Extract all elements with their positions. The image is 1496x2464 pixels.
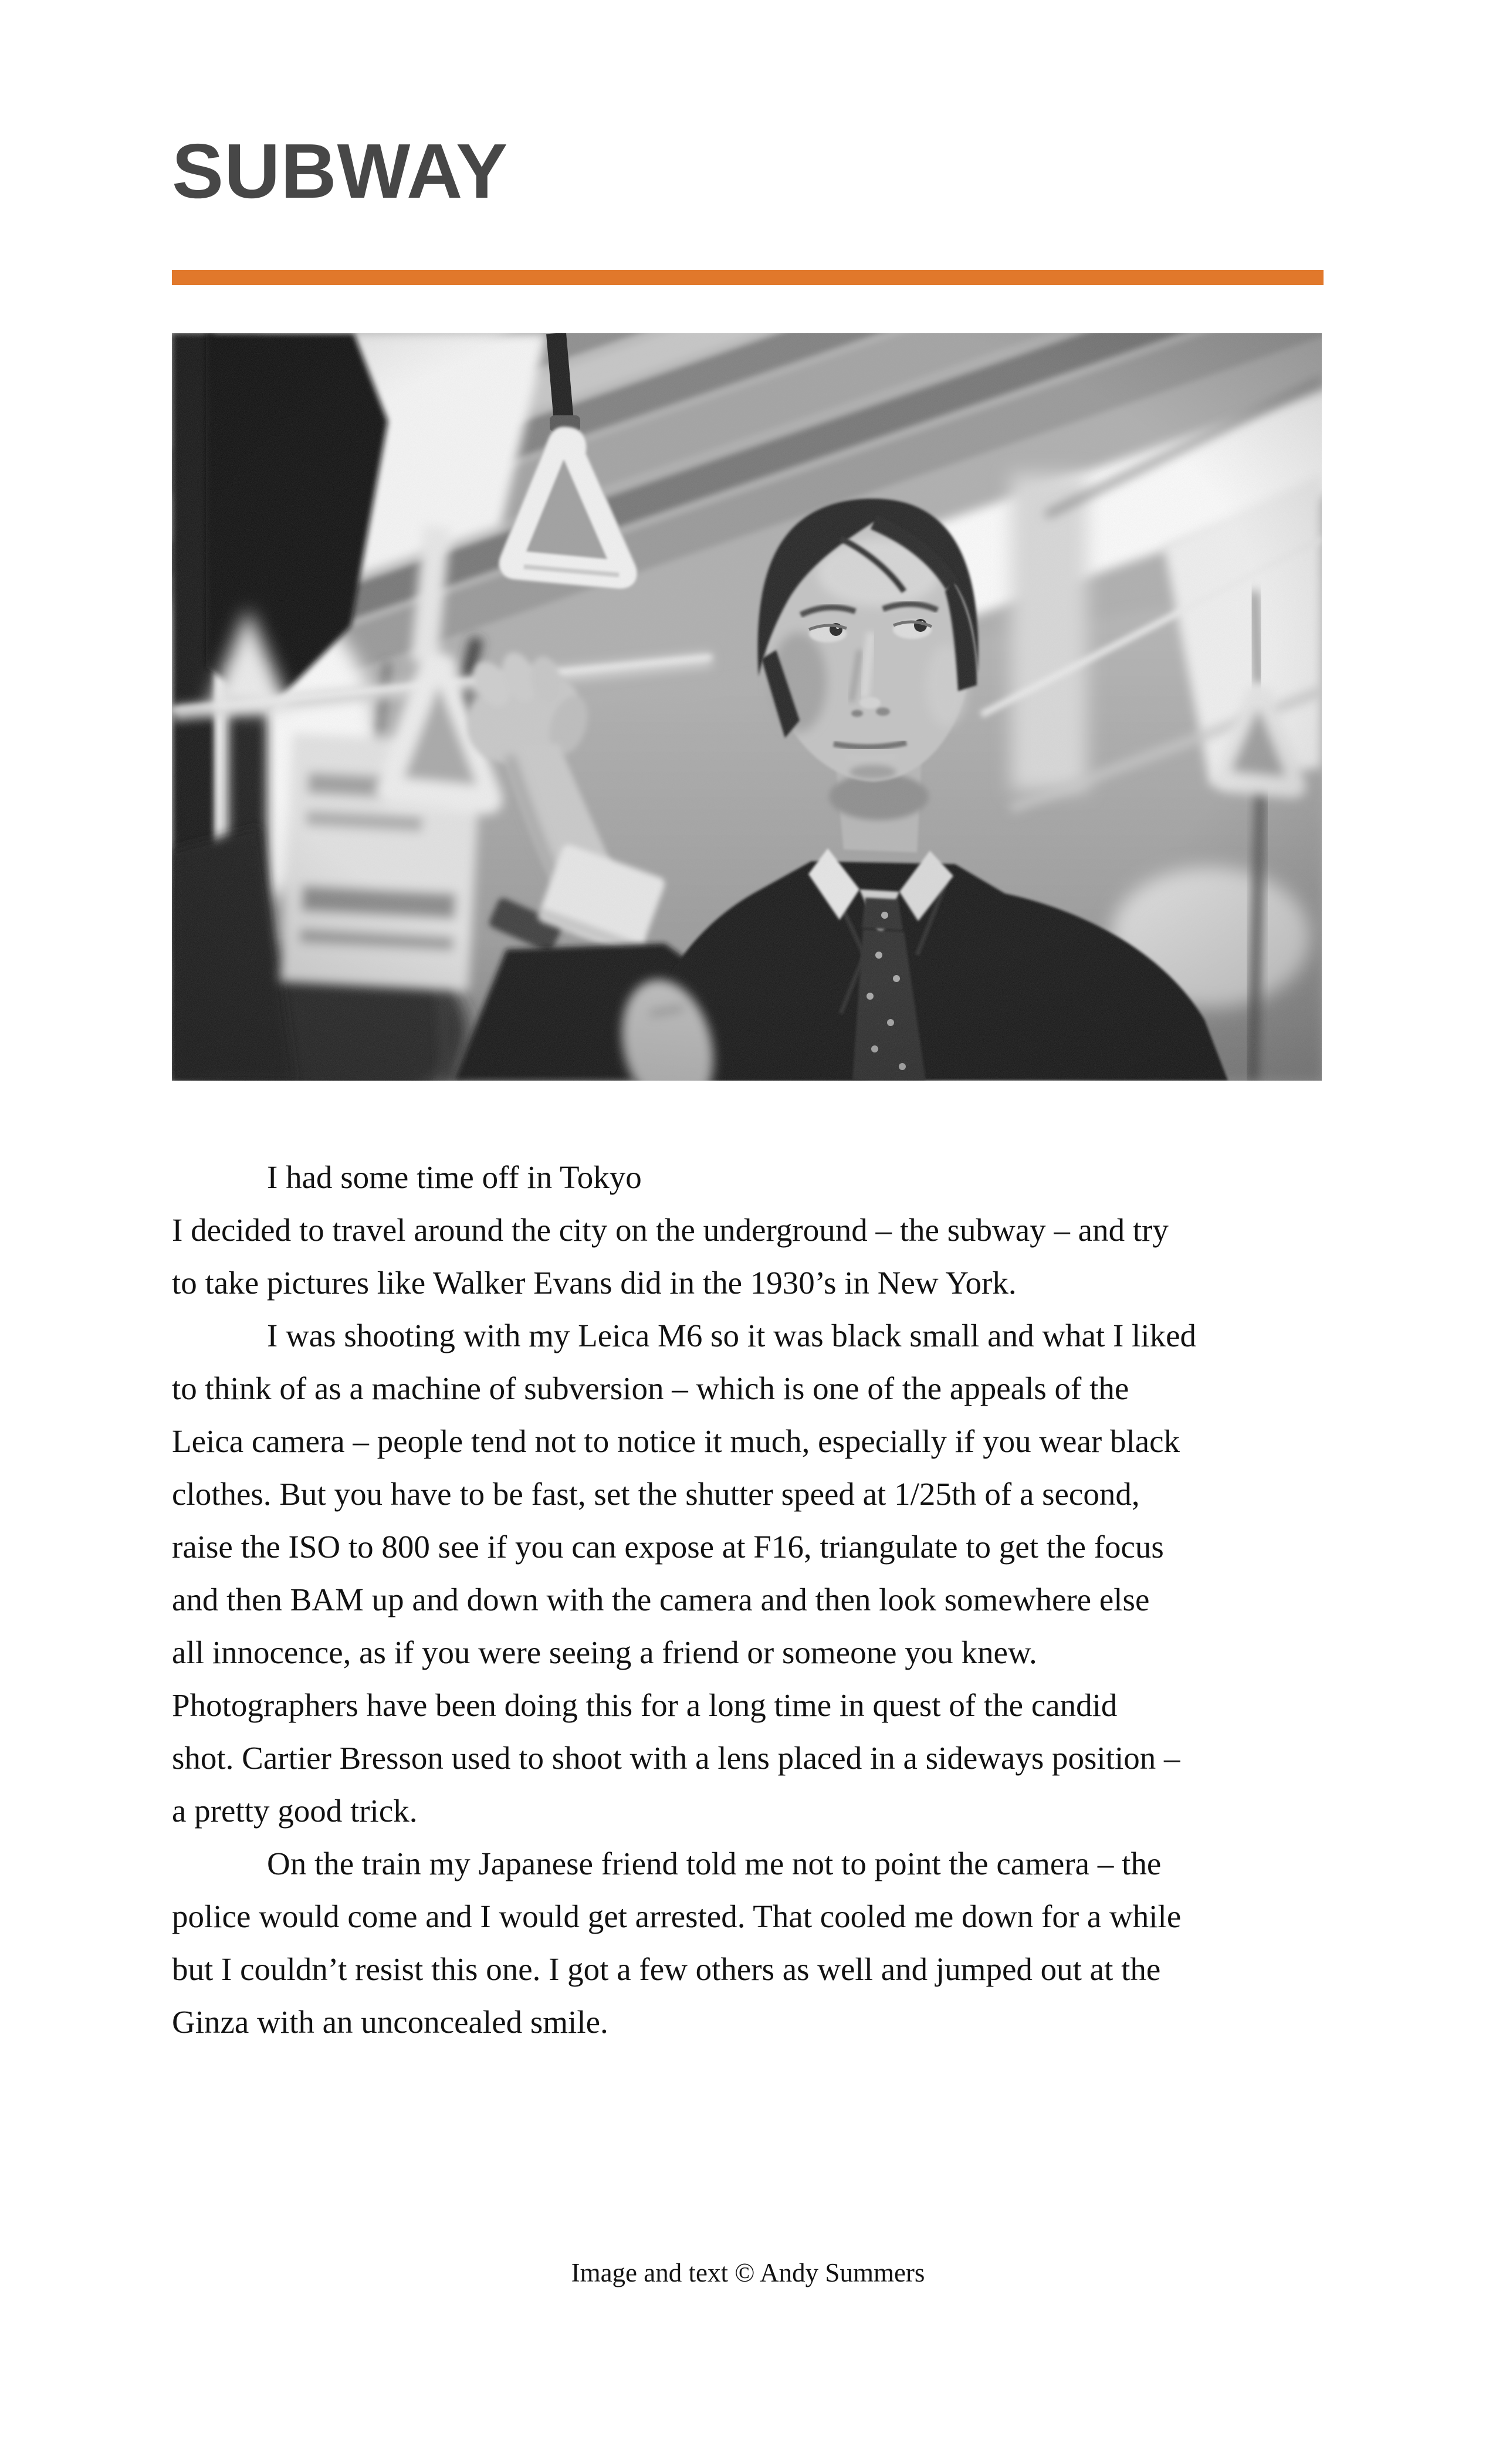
body-line: raise the ISO to 800 see if you can expose at F16, triangulate to get the focus	[172, 1529, 1164, 1565]
body-line: and then BAM up and down with the camera and then look somewhere else	[172, 1582, 1150, 1617]
body-line: to take pictures like Walker Evans did in the 1930’s in New York.	[172, 1265, 1017, 1301]
subway-photo-art	[172, 333, 1322, 1081]
body-text	[172, 1151, 1325, 2049]
page-title: SUBWAY	[172, 128, 509, 214]
body-line: I was shooting with my Leica M6 so it was black small and what I liked	[267, 1318, 1197, 1353]
subway-photo	[172, 333, 1322, 1081]
body-line: I had some time off in Tokyo	[267, 1159, 642, 1195]
body-line: shot. Cartier Bresson used to shoot with a lens placed in a sideways position –	[172, 1740, 1180, 1776]
body-line: Ginza with an unconcealed smile.	[172, 2004, 608, 2040]
body-line: clothes. But you have to be fast, set the shutter speed at 1/25th of a second,	[172, 1476, 1140, 1512]
body-line: I decided to travel around the city on the underground – the subway – and try	[172, 1212, 1169, 1248]
body-line: all innocence, as if you were seeing a friend or someone you knew.	[172, 1634, 1037, 1670]
body-line: On the train my Japanese friend told me not to point the camera – the	[267, 1846, 1162, 1881]
body-line: Photographers have been doing this for a long time in quest of the candid	[172, 1687, 1118, 1723]
film-grain-overlay	[172, 333, 1322, 1081]
body-line: Leica camera – people tend not to notice it much, especially if you wear black	[172, 1423, 1180, 1459]
body-line: a pretty good trick.	[172, 1793, 418, 1829]
body-line: police would come and I would get arrested. That cooled me down for a while	[172, 1898, 1182, 1934]
body-line: to think of as a machine of subversion – which is one of the appeals of the	[172, 1370, 1129, 1406]
body-line: but I couldn’t resist this one. I got a few others as well and jumped out at the	[172, 1951, 1161, 1987]
title-divider	[172, 270, 1324, 285]
credit-line: Image and text © Andy Summers	[571, 2258, 925, 2287]
